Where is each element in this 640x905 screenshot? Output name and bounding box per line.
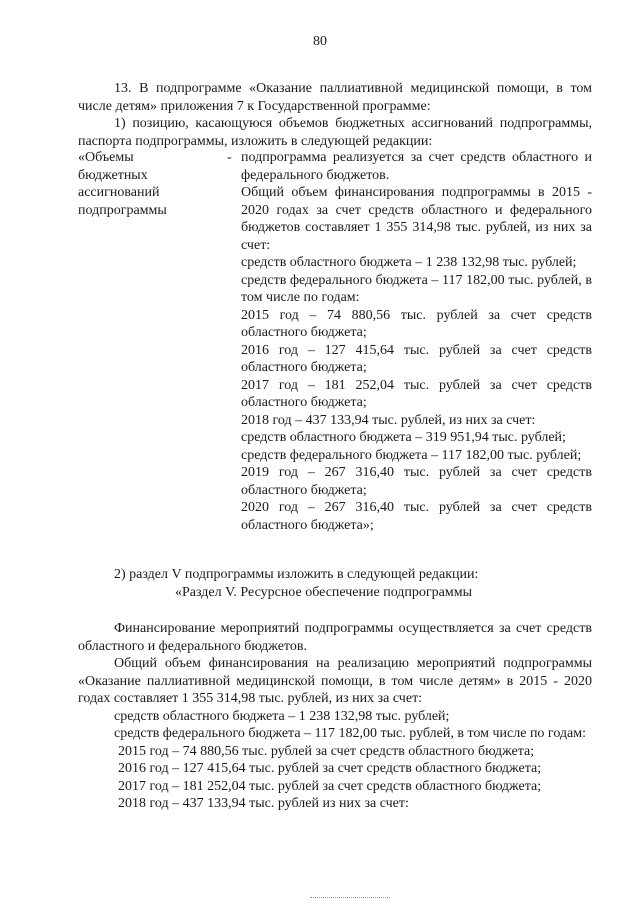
body-block: [78, 620, 592, 813]
passport-left-line: подпрограммы: [78, 202, 167, 218]
intro-subitem-1: 1) позицию, касающуюся объемов бюджетных ассигнований подпрограммы, паспорта подпрограммы, изложить в следующей редакции:: [78, 116, 592, 149]
year-line: 2017 год – 181 252,04 тыс. рублей за счет средств областного бюджета;: [118, 778, 542, 794]
year-line: 2015 год – 74 880,56 тыс. рублей за счет средств областного бюджета;: [118, 743, 535, 759]
passport-left-line: бюджетных: [78, 167, 148, 183]
passport-paragraph: средств областного бюджета – 319 951,94 тыс. рублей;: [241, 430, 566, 445]
passport-left-column: [78, 149, 228, 219]
section-title: «Раздел V. Ресурсное обеспечение подпрограммы: [175, 584, 473, 600]
section-item-2: 2) раздел V подпрограммы изложить в следующей редакции:: [114, 567, 479, 582]
passport-paragraph: средств областного бюджета – 1 238 132,98 тыс. рублей;: [241, 255, 577, 270]
passport-paragraph: подпрограмма реализуется за счет средств областного и федерального бюджетов.: [241, 150, 592, 183]
passport-paragraph: средств федерального бюджета – 117 182,00 тыс. рублей;: [241, 447, 582, 463]
passport-dash: -: [227, 150, 232, 165]
passport-right-column: [241, 149, 592, 534]
passport-paragraph: 2019 год – 267 316,40 тыс. рублей за счет средств областного бюджета;: [241, 465, 592, 498]
passport-paragraph: 2015 год – 74 880,56 тыс. рублей за счет средств областного бюджета;: [241, 307, 592, 340]
intro-block: [78, 80, 592, 150]
section-block: [78, 566, 592, 601]
year-line: 2016 год – 127 415,64 тыс. рублей за счет средств областного бюджета;: [118, 761, 542, 776]
year-line: 2018 год – 437 133,94 тыс. рублей из них за счет:: [118, 796, 409, 811]
passport-paragraph: 2020 год – 267 316,40 тыс. рублей за счет средств областного бюджета»;: [241, 500, 592, 533]
passport-paragraph: 2016 год – 127 415,64 тыс. рублей за счет средств областного бюджета;: [241, 342, 592, 375]
page-number: 80: [313, 34, 327, 49]
passport-paragraph: 2017 год – 181 252,04 тыс. рублей за счет средств областного бюджета;: [241, 377, 592, 410]
passport-paragraph: Общий объем финансирования подпрограммы в 2015 - 2020 годах за счет средств областного и федерального бюджетов составляет 1 355 314,98 тыс. рублей, из них за счет:: [241, 185, 592, 253]
scan-divider: [310, 897, 390, 900]
passport-paragraph: средств федерального бюджета – 117 182,00 тыс. рублей, в том числе по годам:: [241, 272, 592, 305]
body-paragraph: средств федерального бюджета – 117 182,00 тыс. рублей, в том числе по годам:: [114, 726, 587, 741]
passport-paragraph: 2018 год – 437 133,94 тыс. рублей, из них за счет:: [241, 412, 536, 428]
passport-left-line: «Объемы: [78, 150, 134, 165]
intro-item-13: 13. В подпрограмме «Оказание паллиативной медицинской помощи, в том числе детям» приложения 7 к Государственной программе:: [78, 81, 592, 114]
body-paragraph: средств областного бюджета – 1 238 132,98 тыс. рублей;: [114, 708, 450, 724]
body-paragraph: Финансирование мероприятий подпрограммы осуществляется за счет средств областного и федерального бюджетов.: [78, 621, 592, 654]
body-paragraph: Общий объем финансирования на реализацию мероприятий подпрограммы «Оказание паллиативной медицинской помощи, в том числе детям» в 2015 - 2020 годах составляет 1 355 314,98 тыс. рублей, из них за счет:: [78, 656, 592, 706]
passport-left-line: ассигнований: [78, 185, 160, 200]
